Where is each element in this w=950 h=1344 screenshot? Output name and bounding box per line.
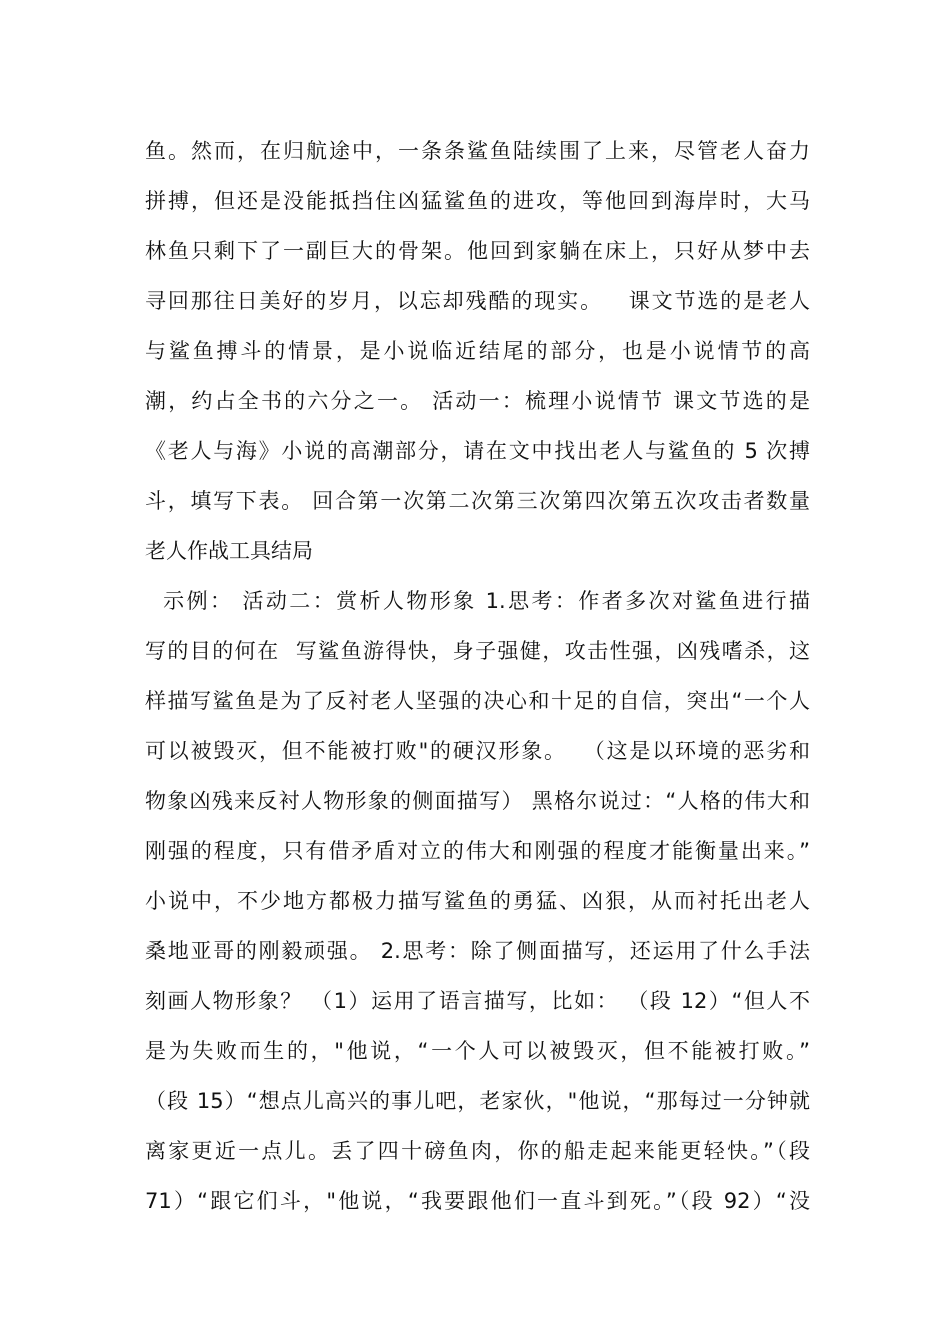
text-line-21: 离家更近一点儿。丢了四十磅鱼肉，你的船走起来能更轻快。”（段 (145, 1139, 810, 1163)
text-line-20: （段 15）“想点儿高兴的事儿吧，老家伙，"他说，“那每过一分钟就 (145, 1089, 810, 1113)
text-line-16: 小说中，不少地方都极力描写鲨鱼的勇猛、凶狠，从而衬托出老人 (145, 889, 810, 913)
text-line-19: 是为失败而生的，"他说，“一个人可以被毁灭，但不能被打败。” (145, 1039, 810, 1063)
text-line-11: 写的目的何在 写鲨鱼游得快，身子强健，攻击性强，凶残嗜杀，这 (145, 639, 810, 663)
text-line-4: 寻回那往日美好的岁月，以忘却残酷的现实。 课文节选的是老人 (145, 289, 810, 313)
text-line-17: 桑地亚哥的刚毅顽强。 2.思考：除了侧面描写，还运用了什么手法 (145, 939, 810, 963)
text-line-5: 与鲨鱼搏斗的情景，是小说临近结尾的部分，也是小说情节的高 (145, 339, 810, 363)
text-line-9: 老人作战工具结局 (145, 539, 313, 563)
text-line-6: 潮，约占全书的六分之一。 活动一：梳理小说情节 课文节选的是 (145, 389, 810, 413)
text-line-10: 示例： 活动二：赏析人物形象 1.思考：作者多次对鲨鱼进行描 (145, 589, 810, 613)
text-line-12: 样描写鲨鱼是为了反衬老人坚强的决心和十足的自信，突出“一个人 (145, 689, 810, 713)
text-line-7: 《老人与海》小说的高潮部分，请在文中找出老人与鲨鱼的 5 次搏 (145, 439, 810, 463)
text-line-14: 物象凶残来反衬人物形象的侧面描写） 黑格尔说过：“人格的伟大和 (145, 789, 810, 813)
text-line-13: 可以被毁灭，但不能被打败"的硬汉形象。 （这是以环境的恶劣和 (145, 739, 810, 763)
text-line-8: 斗，填写下表。 回合第一次第二次第三次第四次第五次攻击者数量 (145, 489, 810, 513)
text-line-22: 71）“跟它们斗，"他说，“我要跟他们一直斗到死。”（段 92）“没 (145, 1189, 810, 1213)
text-line-1: 鱼。然而，在归航途中，一条条鲨鱼陆续围了上来，尽管老人奋力 (145, 139, 810, 163)
text-line-3: 林鱼只剩下了一副巨大的骨架。他回到家躺在床上，只好从梦中去 (145, 239, 810, 263)
text-line-18: 刻画人物形象？ （1）运用了语言描写，比如： （段 12）“但人不 (145, 989, 810, 1013)
text-line-15: 刚强的程度，只有借矛盾对立的伟大和刚强的程度才能衡量出来。” (145, 839, 810, 863)
text-line-2: 拼搏，但还是没能抵挡住凶猛鲨鱼的进攻，等他回到海岸时，大马 (145, 189, 810, 213)
body-text (145, 126, 810, 1226)
